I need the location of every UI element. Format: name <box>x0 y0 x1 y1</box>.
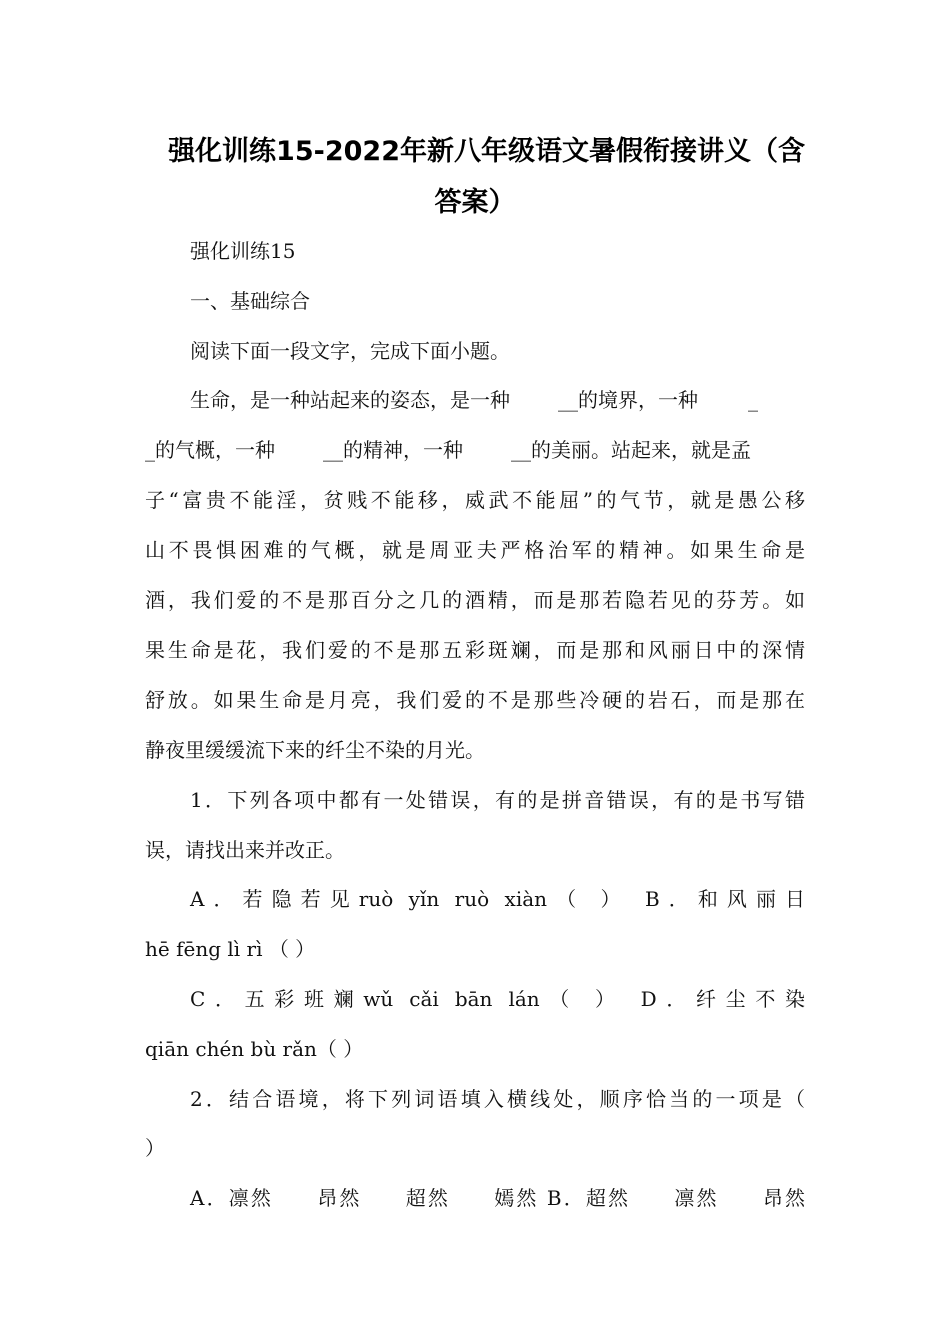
passage-line: 子“富贵不能淫，贫贱不能移，威武不能屈”的气节，就是愚公移 <box>145 488 805 512</box>
passage-text: _的气概，一种 <box>145 438 275 462</box>
document-title-continued: 答案） <box>434 187 516 218</box>
passage-line: 山不畏惧困难的气概，就是周亚夫严格治军的精神。如果生命是 <box>145 538 805 562</box>
question-2-stem: 2．结合语境，将下列词语填入横线处，顺序恰当的一项是（ <box>190 1087 805 1111</box>
passage-text: _ <box>748 388 758 412</box>
training-subtitle: 强化训练15 <box>190 239 296 263</box>
passage-text: __的美丽。站起来，就是孟 <box>511 438 751 462</box>
passage-line: 酒，我们爱的不是那百分之几的酒精，而是那若隐若见的芬芳。如 <box>145 588 805 612</box>
question-1-option-c-d: C．五彩班斓wǔ cǎi bān lán（ ） D．纤尘不染 <box>190 987 805 1011</box>
passage-line <box>145 425 751 475</box>
question-1-option-d-pinyin: qiān chén bù rǎn（ ） <box>145 1037 364 1061</box>
passage-text: __的境界，一种 <box>558 388 698 412</box>
passage-line: 舒放。如果生命是月亮，我们爱的不是那些冷硬的岩石，而是那在 <box>145 688 805 712</box>
passage-line: 静夜里缓缓流下来的纤尘不染的月光。 <box>145 738 485 762</box>
question-1-option-a-b: A．若隐若见ruò yǐn ruò xiàn（ ） B．和风丽日 <box>190 887 805 911</box>
question-1-stem-continued: 误，请找出来并改正。 <box>145 838 345 862</box>
question-2-options: A．凛然 昂然 超然 嫣然 B．超然 凛然 昂然 <box>190 1186 805 1210</box>
reading-instruction: 阅读下面一段文字，完成下面小题。 <box>190 339 510 363</box>
section-heading: 一、基础综合 <box>190 289 310 313</box>
passage-text: 生命，是一种站起来的姿态，是一种 <box>190 388 510 412</box>
passage-line <box>190 375 758 425</box>
passage-text: __的精神，一种 <box>323 438 463 462</box>
question-2-stem-continued: ） <box>145 1136 165 1160</box>
document-title: 强化训练15-2022年新八年级语文暑假衔接讲义（含 <box>168 136 805 167</box>
question-1-stem: 1．下列各项中都有一处错误，有的是拼音错误，有的是书写错 <box>190 788 805 812</box>
passage-line: 果生命是花，我们爱的不是那五彩斑斓，而是那和风丽日中的深情 <box>145 638 805 662</box>
question-1-option-b-pinyin: hē fēng lì rì （ ） <box>145 937 316 961</box>
